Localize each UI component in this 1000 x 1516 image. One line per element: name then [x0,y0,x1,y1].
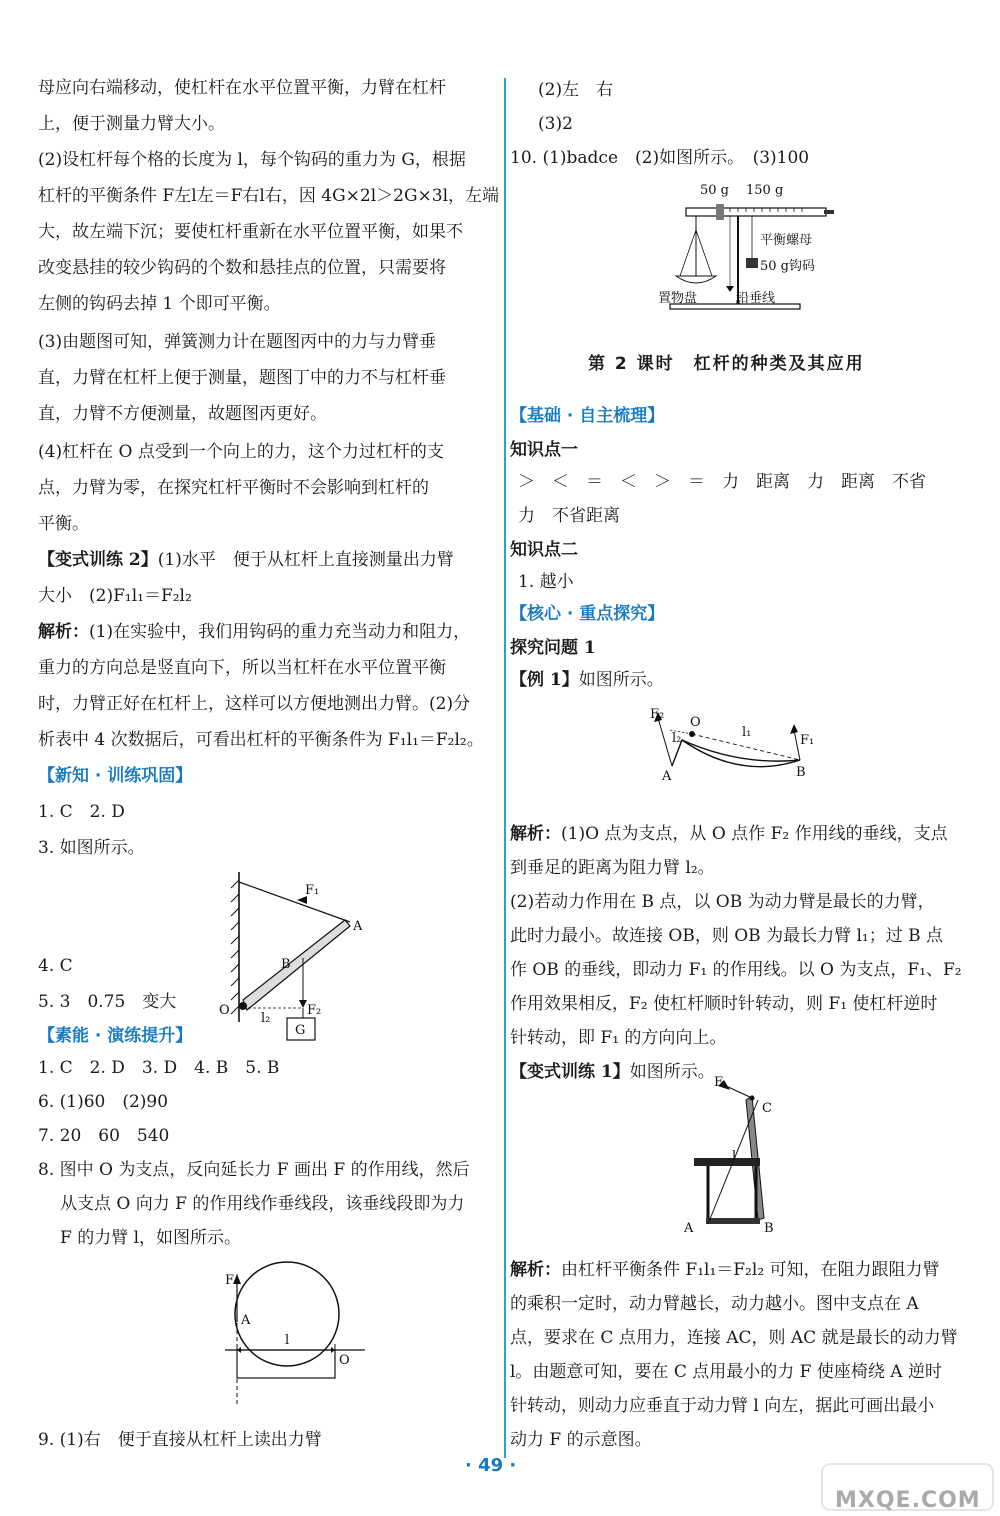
jiexi2-line: 的乘积一定时，动力臂越长，动力越小。图中支点在 A [510,1294,919,1314]
jiexi-line: 作 OB 的垂线，即动力 F₁ 的作用线。以 O 为支点，F₁、F₂ [510,960,962,980]
text-line: 左侧的钩码去掉 1 个即可平衡。 [38,294,281,314]
answer-line: (2)左 右 [538,80,614,100]
label-A: A [662,769,672,784]
jiexi2-line: l。由题意可知，要在 C 点用最小的力 F 使座椅绕 A 逆时 [510,1362,942,1382]
figure-wall-lever [219,872,375,1057]
question-heading: 探究问题 1 [510,638,596,658]
answer-line: 3. 如图所示。 [38,838,145,858]
answer-line: 8. 图中 O 为支点，反向延长力 F 画出 F 的作用线，然后 [38,1160,470,1180]
section-header-jichu: 【基础 · 自主梳理】 [510,406,665,426]
label-O: O [690,715,701,730]
jiexi2-text: 由杠杆平衡条件 F₁l₁＝F₂l₂ 可知，在阻力跟阻力臂 [561,1260,940,1280]
knowledge-point-1: 知识点一 [510,440,578,460]
knowledge-point-2: 知识点二 [510,540,578,560]
label-O: O [219,1003,230,1018]
answer-line: 4. C [38,956,73,976]
bianshi2-line1 [38,548,454,572]
text-line: 直，力臂在杠杆上便于测量，题图丁中的力不与杠杆垂 [38,368,446,388]
answer-line: 1. C 2. D [38,802,125,822]
label-pan: 置物盘 [658,291,698,306]
figure-chair [680,1068,820,1243]
example-label: 【例 1】 [510,670,579,690]
answer-line: 1. C 2. D 3. D 4. B 5. B [38,1058,280,1078]
column-divider [504,78,506,1458]
answer-line: 7. 20 60 540 [38,1126,170,1146]
jiexi-text: (1)O 点为支点，从 O 点作 F₂ 作用线的垂线，支点 [561,824,948,844]
bianshi1-label: 【变式训练 1】 [510,1062,630,1082]
label-A: A [353,919,363,934]
label-F: F [714,1075,724,1090]
label-F: F [225,1273,235,1288]
answer-line: (3)2 [538,114,573,134]
label-G: G [295,1023,306,1038]
text-line: 上，便于测量力臂大小。 [38,114,225,134]
section-header-hexin: 【核心 · 重点探究】 [510,604,665,624]
page-number: · 49 · [465,1455,517,1476]
jiexi-label: 解析： [38,622,89,642]
section-header-xinzhi: 【新知 · 训练巩固】 [38,766,193,786]
text-line: (3)由题图可知，弹簧测力计在题图丙中的力与力臂垂 [38,332,437,352]
answer-line: F 的力臂 l，如图所示。 [60,1228,242,1248]
text-line: (2)设杠杆每个格的长度为 l，每个钩码的重力为 G，根据 [38,150,466,170]
jiexi-line: 此时力最小。故连接 OB，则 OB 为最长力臂 l₁；过 B 点 [510,926,944,946]
text-line: (4)杠杆在 O 点受到一个向上的力，这个力过杠杆的支 [38,442,444,462]
jiexi-line4: 析表中 4 次数据后，可看出杠杆的平衡条件为 F₁l₁＝F₂l₂。 [38,730,484,750]
jiexi-text: (1)在实验中，我们用钩码的重力充当动力和阻力， [89,622,471,642]
text-line: 平衡。 [38,514,89,534]
label-F2: F₂ [650,707,665,722]
figure-lever-arc [650,708,820,793]
label-B: B [281,957,291,972]
label-l2: l₂ [672,731,682,746]
jiexi-line [510,822,948,846]
example-text: 如图所示。 [578,670,664,690]
answer-line: 10. (1)badce (2)如图所示。 (3)100 [510,148,810,168]
label-hook-weight: 50 g钩码 [760,259,815,274]
label-150g: 150 g [746,183,784,198]
bianshi2-label: 【变式训练 2】 [38,550,158,570]
label-B: B [764,1221,774,1236]
answer-line: ＞ ＜ ＝ ＜ ＞ ＝ 力 距离 力 距离 不省 [518,472,926,492]
jiexi-line: 针转动，即 F₁ 的方向向上。 [510,1028,727,1048]
example-1 [510,668,664,692]
jiexi2-line: 动力 F 的示意图。 [510,1430,652,1450]
label-l2: l₂ [261,1011,271,1026]
label-l1: l₁ [742,725,752,740]
label-B: B [796,765,806,780]
label-F1: F₁ [305,883,320,898]
figure-balance [660,180,850,325]
label-A: A [684,1221,694,1236]
jiexi2-line [510,1258,940,1282]
label-balance-nut: 平衡螺母 [760,233,813,248]
answer-line: 1. 越小 [518,572,574,592]
jiexi2-line: 点，要求在 C 点用力，连接 AC，则 AC 就是最长的动力臂 [510,1328,958,1348]
figure-circle-lever [225,1262,375,1417]
jiexi-line3: 时，力臂正好在杠杆上，这样可以方便地测出力臂。(2)分 [38,694,471,714]
answer-line: 9. (1)右 便于直接从杠杆上读出力臂 [38,1430,322,1450]
text-line: 直，力臂不方便测量，故题图丙更好。 [38,404,327,424]
label-plumb-line: 铅垂线 [736,291,776,306]
text-line: 大，故左端下沉；要使杠杆重新在水平位置平衡，如果不 [38,222,463,242]
answer-line: 从支点 O 向力 F 的作用线作垂线段，该垂线段即为力 [60,1194,465,1214]
watermark-text: MXQE.COM [835,1488,981,1513]
label-l: l [732,1149,737,1164]
label-l: l [285,1333,290,1348]
label-O: O [339,1353,350,1368]
lesson-title: 第 2 课时 杠杆的种类及其应用 [588,354,865,374]
jiexi-line2: 重力的方向总是竖直向下，所以当杠杆在水平位置平衡 [38,658,446,678]
text-line: 点，力臂为零，在探究杠杆平衡时不会影响到杠杆的 [38,478,429,498]
bianshi1-text: 如图所示。 [629,1062,715,1082]
jiexi-line: (2)若动力作用在 B 点，以 OB 为动力臂是最长的力臂， [510,892,935,912]
jiexi-line1 [38,620,470,644]
text-line: 改变悬挂的较少钩码的个数和悬挂点的位置，只需要将 [38,258,446,278]
section-header-suneng: 【素能 · 演练提升】 [38,1026,193,1046]
jiexi2-label: 解析： [510,1260,561,1280]
label-A: A [241,1313,251,1328]
jiexi-line: 作用效果相反，F₂ 使杠杆顺时针转动，则 F₁ 使杠杆逆时 [510,994,938,1014]
text-line: 杠杆的平衡条件 F左l左＝F右l右，因 4G×2l＞2G×3l，左端 [38,186,500,206]
label-F2: F₂ [307,1003,322,1018]
label-50g: 50 g [700,183,729,198]
bianshi2-line2: 大小 (2)F₁l₁＝F₂l₂ [38,586,192,606]
jiexi2-line: 针转动，则动力应垂直于动力臂 l 向左，据此可画出最小 [510,1396,935,1416]
label-C: C [762,1101,772,1116]
jiexi-label: 解析： [510,824,561,844]
text-line: 母应向右端移动，使杠杆在水平位置平衡，力臂在杠杆 [38,78,446,98]
bianshi2-text: (1)水平 便于从杠杆上直接测量出力臂 [157,550,454,570]
label-F1: F₁ [800,733,815,748]
answer-line: 6. (1)60 (2)90 [38,1092,169,1112]
answer-line: 5. 3 0.75 变大 [38,992,177,1012]
answer-line: 力 不省距离 [518,506,620,526]
jiexi-line: 到垂足的距离为阻力臂 l₂。 [510,858,715,878]
